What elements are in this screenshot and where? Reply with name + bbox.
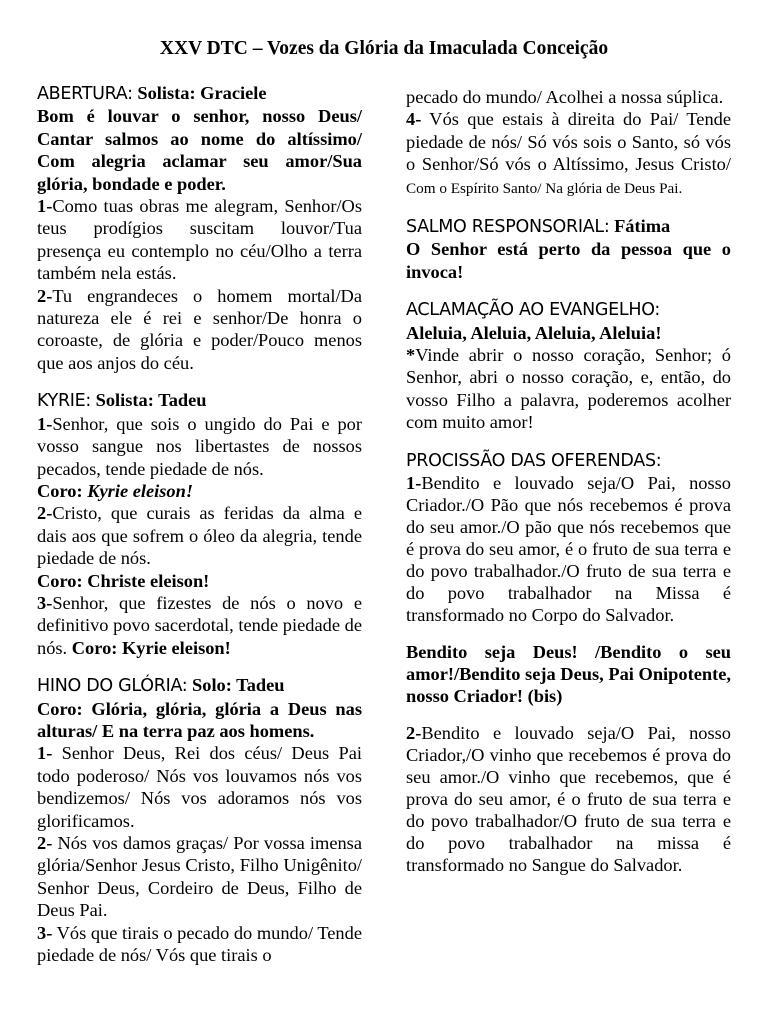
verse-text: Vós que tirais o pecado do mundo/ Tende piedade de nós/ Vós que tirais o (37, 922, 362, 966)
gloria-verse-2 (37, 832, 362, 922)
abertura-soloist: Solista: Graciele (137, 83, 267, 103)
spacer (406, 283, 731, 298)
left-column (37, 82, 362, 966)
verse-text: Senhor, que sois o ungido do Pai e por vosso sangue nos libertastes de nossos pecados, tende piedade de nós. (37, 413, 362, 479)
verse-number: 3- (37, 922, 53, 943)
verse-text: Vós que estais à direita do Pai/ Tende piedade de nós/ Só vós sois o Santo, só vós o Senhor/Só vós o Altíssimo, Jesus Cristo/ (406, 109, 731, 175)
verse-number: 1- (37, 196, 53, 217)
spacer (406, 434, 731, 449)
salmo-heading: SALMO RESPONSORIAL: (406, 217, 610, 238)
section-aclamacao (406, 298, 731, 433)
section-abertura (37, 82, 362, 374)
abertura-verse-1 (37, 195, 362, 285)
ofertorio-verse-1 (406, 472, 731, 626)
kyrie-verse-2 (37, 502, 362, 569)
section-kyrie (37, 389, 362, 659)
document-title: XXV DTC – Vozes da Glória da Imaculada Conceição (159, 38, 609, 59)
verse-text: Cristo, que curais as feridas da alma e dais aos que sofrem o óleo da alegria, tende piedade de nós. (37, 503, 362, 569)
gloria-refrain: Coro: Glória, glória, glória a Deus nas alturas/ E na terra paz aos homens. (37, 698, 362, 741)
spacer (406, 626, 731, 641)
verse-text: Tu engrandeces o homem mortal/Da natureza ele é rei e senhor/De honra o coroaste, de glória e poder/Pouco menos que aos anjos do céu. (37, 285, 362, 373)
section-gloria (37, 674, 362, 966)
verse-number: 2- (37, 503, 53, 524)
star-mark: * (406, 345, 416, 366)
ofertorio-verse-2 (406, 722, 731, 876)
spacer (406, 707, 731, 722)
abertura-header (37, 82, 362, 105)
verse-text: Senhor, que fizestes de nós o novo e definitivo povo sacerdotal, tende piedade de nós. (37, 592, 362, 658)
verse-number: 1- (37, 413, 53, 434)
verse-text: Bendito e louvado seja/O Pai, nosso Criador,/O vinho que recebemos é prova do seu amor./O vinho que recebemos, que é prova do seu amor, é o fruto de sua terra e do povo trabalhador/O fruto de sua terra e do povo trabalhador na missa é transformado no Sangue do Salvador. (406, 723, 731, 876)
verse-number: 1- (406, 473, 422, 494)
verse-number: 2- (37, 285, 53, 306)
spacer (37, 374, 362, 389)
abertura-verse-2 (37, 285, 362, 375)
verse-number: 1- (37, 743, 53, 764)
verse-text: Bendito e louvado seja/O Pai, nosso Criador./O Pão que nós recebemos é prova do seu amor./O pão que nós recebemos que é prova do seu amor, é o fruto de sua terra e do povo trabalhador./O fruto de sua terra e do povo trabalhador na Missa é transformado no Corpo do Salvador. (406, 473, 731, 626)
abertura-heading: ABERTURA: (37, 84, 133, 104)
verse-number: 3- (37, 592, 53, 613)
kyrie-soloist: Solista: Tadeu (95, 390, 207, 411)
verse-text: Vinde abrir o nosso coração, Senhor; ó Senhor, abri o nosso coração, e, então, do vosso Filho a palavra, poderemos acolher com muito amor! (406, 345, 731, 433)
section-ofertorio (406, 449, 731, 876)
salmo-refrain: O Senhor está perto da pessoa que o invoca! (406, 239, 731, 282)
gloria-continuation: pecado do mundo/ Acolhei a nossa súplica. (406, 87, 724, 107)
kyrie-coro-2: Coro: Christe eleison! (37, 570, 210, 591)
verse-number: 2- (37, 833, 53, 853)
kyrie-verse-1 (37, 413, 362, 480)
gloria-verse-3 (37, 922, 362, 967)
ofertorio-refrain: Bendito seja Deus! /Bendito o seu amor!/Bendito seja Deus, Pai Onipotente, nosso Criador! (bis) (406, 642, 731, 707)
verse-text: Como tuas obras me alegram, Senhor/Os teus prodígios suscitam louvor/Tua presença eu contemplo no céu/Olho a terra também nela estás. (37, 196, 362, 284)
verse-text: Senhor Deus, Rei dos céus/ Deus Pai todo poderoso/ Nós vos louvamos nós vos bendizemos/ Nós vos adoramos nós vos glorificamos. (37, 743, 362, 831)
kyrie-verse-3 (37, 592, 362, 659)
right-column (406, 86, 731, 876)
verse-text: Nós vos damos graças/ Por vossa imensa glória/Senhor Jesus Cristo, Filho Unigênito/ Senhor Deus, Cordeiro de Deus, Filho de Deus Pai. (37, 833, 362, 921)
aclamacao-header (406, 298, 731, 321)
kyrie-coro-3: Coro: Kyrie eleison! (71, 637, 231, 658)
gloria-verse-4 (406, 108, 731, 200)
aclamacao-heading: ACLAMAÇÃO AO EVANGELHO: (406, 300, 660, 321)
verse-number: 4- (406, 109, 422, 130)
verse-number: 2- (406, 723, 422, 744)
kyrie-coro-1 (37, 480, 362, 502)
abertura-refrain: Bom é louvar o senhor, nosso Deus/ Cantar salmos ao nome do altíssimo/ Com alegria aclamar seu amor/Sua glória, bondade e poder. (37, 106, 362, 194)
spacer (37, 659, 362, 674)
kyrie-heading: KYRIE: (37, 391, 92, 412)
verse-text-small: Com o Espírito Santo/ Na glória de Deus Pai. (406, 179, 683, 197)
salmo-soloist: Fátima (614, 216, 671, 237)
ofertorio-heading: PROCISSÃO DAS OFERENDAS: (406, 450, 662, 471)
spacer (406, 200, 731, 215)
section-salmo (406, 215, 731, 283)
kyrie-header (37, 389, 362, 412)
aclamacao-refrain: Aleluia, Aleluia, Aleluia, Aleluia! (406, 322, 662, 343)
aclamacao-verse (406, 344, 731, 434)
coro-label: Coro: (37, 480, 83, 501)
coro-text: Kyrie eleison! (87, 480, 193, 501)
ofertorio-header (406, 449, 731, 472)
gloria-soloist: Solo: Tadeu (192, 675, 285, 696)
gloria-heading: HINO DO GLÓRIA: (37, 676, 188, 697)
salmo-header (406, 215, 731, 238)
gloria-header (37, 674, 362, 697)
gloria-verse-1 (37, 742, 362, 832)
